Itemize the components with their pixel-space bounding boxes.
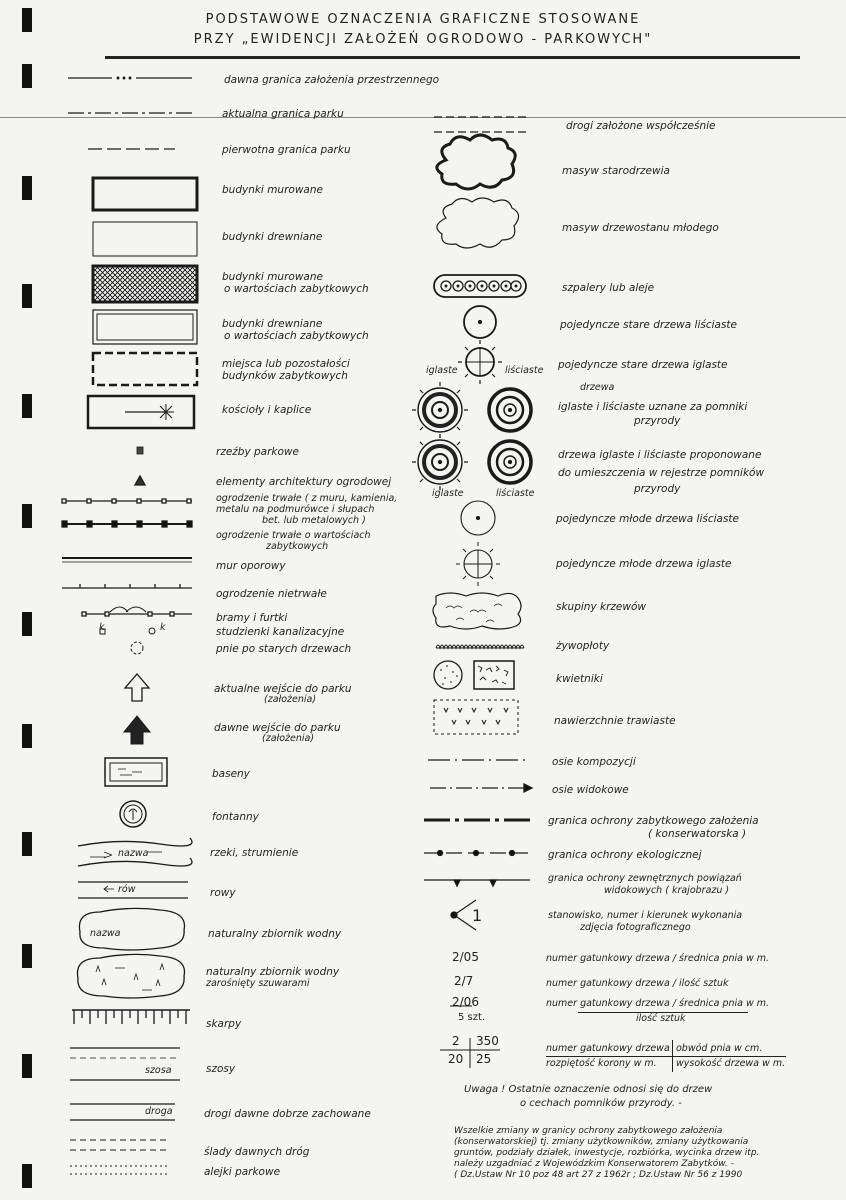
legend-label: przyrody xyxy=(634,415,681,427)
legend-label: numer gatunkowy drzewa / średnica pnia w m. xyxy=(546,953,770,964)
legend-label: pojedyncze stare drzewa iglaste xyxy=(558,359,728,371)
legend-label: osie kompozycji xyxy=(552,756,636,768)
legend-label: nawierzchnie trawiaste xyxy=(554,715,676,727)
pool-symbol xyxy=(105,758,167,786)
road-label: szosa xyxy=(145,1065,172,1076)
binding-hole xyxy=(22,284,32,308)
legend-label: masyw drzewostanu młodego xyxy=(562,222,719,234)
old-road-label: droga xyxy=(145,1106,173,1117)
legend-label: przyrody xyxy=(634,483,681,495)
binding-hole xyxy=(22,832,32,856)
page-title: PODSTAWOWE OZNACZENIA GRAFICZNE STOSOWANE xyxy=(205,12,641,27)
old-tree-stand-symbol xyxy=(437,135,515,189)
note-heading: o cechach pomników przyrody. - xyxy=(520,1098,682,1109)
legend-label: o wartościach zabytkowych xyxy=(224,283,369,295)
legend-label: dawna granica założenia przestrzennego xyxy=(224,74,440,86)
legend-label: stanowisko, numer i kierunek wykonania xyxy=(548,910,743,921)
temporary-fence-symbol xyxy=(62,584,192,588)
retaining-wall-symbol xyxy=(62,558,192,562)
legend-label: budynki murowane xyxy=(222,271,323,283)
legend-label: bramy i furtki xyxy=(216,612,288,624)
legend-label: alejki parkowe xyxy=(204,1166,281,1178)
legend-label: granica ochrony zewnętrznych powiązań xyxy=(548,873,742,884)
landscape-boundary-symbol xyxy=(424,880,530,886)
legend-label: skupiny krzewów xyxy=(556,601,646,613)
legend-label: zabytkowych xyxy=(266,541,329,552)
lawn-symbol xyxy=(434,700,518,734)
legend-label: żywopłoty xyxy=(556,640,610,652)
building-remains-symbol xyxy=(93,353,197,385)
legend-label: skarpy xyxy=(206,1018,242,1030)
tree-code: 350 xyxy=(476,1034,499,1048)
tree-code: 2/7 xyxy=(454,974,474,988)
legend-label: wysokość drzewa w m. xyxy=(676,1058,786,1069)
legend-label: miejsca lub pozostałości xyxy=(222,358,350,370)
historic-fence-symbol xyxy=(62,521,192,527)
ecological-boundary-symbol xyxy=(424,851,530,856)
legend-label: do umieszczenia w rejestrze pomników xyxy=(558,467,765,479)
flowerbed-symbol xyxy=(434,661,514,689)
underline-rule xyxy=(546,1056,786,1057)
legend-label: drzewa xyxy=(580,382,615,393)
legend-label: naturalny zbiornik wodny xyxy=(206,966,340,978)
legend-label: metalu na podmurówce i słupach xyxy=(216,504,375,515)
proposed-conifer-symbol xyxy=(412,434,468,490)
legend-label: ogrodzenie nietrwałe xyxy=(216,588,327,600)
legend-label: naturalny zbiornik wodny xyxy=(208,928,342,940)
page-subtitle: PRZY „EWIDENCJI ZAŁOŻEŃ OGRODOWO - PARKOWYCH" xyxy=(193,32,653,47)
note-heading: Uwaga ! Ostatnie oznaczenie odnosi się do drzew xyxy=(464,1084,713,1095)
legend-label: rzeki, strumienie xyxy=(210,847,299,859)
tree-code: 20 xyxy=(448,1052,464,1066)
monument-deciduous-symbol xyxy=(489,389,531,431)
legend-label: elementy architektury ogrodowej xyxy=(216,476,392,488)
legend-label: drzewa iglaste i liściaste proponowane xyxy=(558,449,762,461)
young-conifer-tree-symbol xyxy=(456,542,500,586)
header-rule xyxy=(105,56,800,59)
river-name-label: nazwa xyxy=(118,848,149,859)
garden-architecture-symbol xyxy=(135,476,145,485)
manhole-label: k xyxy=(160,622,166,633)
legend-label: ogrodzenie trwałe ( z muru, kamienia, xyxy=(216,493,398,504)
legend-label: numer gatunkowy drzewa / ilość sztuk xyxy=(546,978,729,989)
legend-label: pojedyncze młode drzewa iglaste xyxy=(556,558,732,570)
binding-hole xyxy=(22,944,32,968)
monument-conifer-symbol xyxy=(412,382,468,438)
binding-hole xyxy=(22,176,32,200)
symbol-caption: iglaste xyxy=(432,488,464,499)
tree-code: 25 xyxy=(476,1052,492,1066)
legend-label: pojedyncze młode drzewa liściaste xyxy=(556,513,740,525)
note-text: (konserwatorskiej) tj. zmiany użytkowników, zmiany użytkowania xyxy=(454,1137,749,1147)
binding-hole xyxy=(22,504,32,528)
legend-label: drogi założone współcześnie xyxy=(566,120,716,132)
note-text: gruntów, podziały działek, inwestycje, rozbiórka, wycinka drzew itp. xyxy=(454,1148,760,1158)
legend-label: masyw starodrzewia xyxy=(562,165,670,177)
young-tree-stand-symbol xyxy=(437,198,519,248)
park-path-symbol xyxy=(70,1166,170,1174)
binding-hole xyxy=(22,612,32,636)
church-symbol xyxy=(88,396,194,428)
legend-label: rozpiętość korony w m. xyxy=(546,1058,657,1069)
symbol-caption: liściaste xyxy=(496,488,535,499)
legend-label: budynki drewniane xyxy=(222,231,323,243)
tree-count: 5 szt. xyxy=(458,1012,486,1023)
symbol-caption: liściaste xyxy=(505,365,544,376)
photo-number: 1 xyxy=(472,906,483,925)
view-axis-symbol xyxy=(430,784,532,792)
legend-label: o wartościach zabytkowych xyxy=(224,330,369,342)
pond-name-label: nazwa xyxy=(90,928,121,939)
legend-label: pierwotna granica parku xyxy=(222,144,351,156)
legend-label: aktualna granica parku xyxy=(222,108,344,120)
legend-label: (założenia) xyxy=(262,733,315,744)
legend-label: granica ochrony ekologicznej xyxy=(548,849,702,861)
legend-label: szpalery lub aleje xyxy=(562,282,655,294)
divider-rule xyxy=(672,1040,673,1072)
binding-hole xyxy=(22,1054,32,1078)
legend-label: pnie po starych drzewach xyxy=(216,643,352,655)
legend-label: budynki drewniane xyxy=(222,318,323,330)
legend-label: fontanny xyxy=(212,811,259,823)
gate-symbol xyxy=(82,607,192,616)
line-dash-dots-symbol xyxy=(68,77,192,79)
ditch-label: rów xyxy=(118,884,136,895)
legend-label: szosy xyxy=(206,1063,236,1075)
note-text: ( Dz.Ustaw Nr 10 poz 48 art 27 z 1962r ; Dz.Ustaw Nr 56 z 1990 xyxy=(454,1170,743,1180)
slope-symbol xyxy=(72,1010,190,1024)
binding-hole xyxy=(22,1164,32,1188)
legend-label: baseny xyxy=(212,768,250,780)
hedge-symbol xyxy=(436,645,524,648)
binding-hole xyxy=(22,724,32,748)
note-text: Wszelkie zmiany w granicy ochrony zabytkowego założenia xyxy=(454,1126,723,1136)
tree-code: 2 xyxy=(452,1034,460,1048)
historic-masonry-building-symbol xyxy=(93,266,197,302)
legend-label: mur oporowy xyxy=(216,560,286,572)
old-deciduous-tree-symbol xyxy=(464,306,496,338)
binding-hole xyxy=(22,64,32,88)
manhole-label: k xyxy=(99,622,105,633)
overgrown-pond-symbol xyxy=(77,954,184,998)
legend-label: numer gatunkowy drzewa / średnica pnia w m. xyxy=(546,998,770,1009)
legend-label: kwietniki xyxy=(556,673,603,685)
legend-label: pojedyncze stare drzewa liściaste xyxy=(560,319,738,331)
tree-code: 2/06 xyxy=(452,995,479,1009)
proposed-deciduous-symbol xyxy=(489,441,531,483)
sculpture-symbol xyxy=(137,447,143,454)
current-entrance-arrow-icon xyxy=(125,674,149,701)
legend-label: rzeźby parkowe xyxy=(216,446,299,458)
young-deciduous-tree-symbol xyxy=(461,501,495,535)
permanent-fence-symbol xyxy=(62,499,192,503)
modern-road-symbol xyxy=(434,117,530,132)
tree-code: 2/05 xyxy=(452,950,479,964)
fountain-symbol xyxy=(120,801,146,827)
old-conifer-tree-symbol xyxy=(458,340,502,384)
legend-label: aktualne wejście do parku xyxy=(214,683,352,695)
symbol-caption: iglaste xyxy=(426,365,458,376)
legend-label: rowy xyxy=(210,887,236,899)
binding-hole xyxy=(22,394,32,418)
legend-label: bet. lub metalowych ) xyxy=(262,515,366,526)
legend-label: drogi dawne dobrze zachowane xyxy=(204,1108,371,1120)
legend-label: ilość sztuk xyxy=(636,1013,686,1024)
legend-label: zarośnięty szuwarami xyxy=(206,978,310,989)
legend-label: iglaste i liściaste uznane za pomniki xyxy=(558,401,748,413)
legend-label: granica ochrony zabytkowego założenia xyxy=(548,815,759,827)
legend-label: obwód pnia w cm. xyxy=(676,1043,763,1054)
tree-stump-symbol xyxy=(131,642,143,654)
legend-label: numer gatunkowy drzewa xyxy=(546,1043,670,1054)
legend-label: dawne wejście do parku xyxy=(214,722,341,734)
legend-label: ( konserwatorska ) xyxy=(648,828,747,840)
legend-label: widokowych ( krajobrazu ) xyxy=(604,885,730,896)
manhole-symbol xyxy=(149,628,155,634)
legend-label: studzienki kanalizacyjne xyxy=(216,626,345,638)
legend-label: budynki murowane xyxy=(222,184,323,196)
legend-label: osie widokowe xyxy=(552,784,629,796)
masonry-building-symbol xyxy=(93,178,197,210)
legend-label: ślady dawnych dróg xyxy=(204,1146,310,1158)
wooden-building-symbol xyxy=(93,222,197,256)
legend-label: kościoły i kaplice xyxy=(222,404,312,416)
note-text: należy uzgadniać z Wojewódzkim Konserwatorem Zabytków. - xyxy=(454,1159,734,1169)
legend-label: ogrodzenie trwałe o wartościach xyxy=(216,530,371,541)
legend-label: (założenia) xyxy=(264,694,317,705)
shrub-group-symbol xyxy=(433,593,521,629)
avenue-symbol xyxy=(434,275,526,297)
road-traces-symbol xyxy=(70,1140,170,1150)
former-entrance-arrow-icon xyxy=(124,716,150,744)
historic-wooden-building-symbol xyxy=(93,310,197,344)
legend-label: budynków zabytkowych xyxy=(222,370,348,382)
right-symbols xyxy=(400,100,560,1100)
legend-label: zdjęcia fotograficznego xyxy=(580,922,691,933)
